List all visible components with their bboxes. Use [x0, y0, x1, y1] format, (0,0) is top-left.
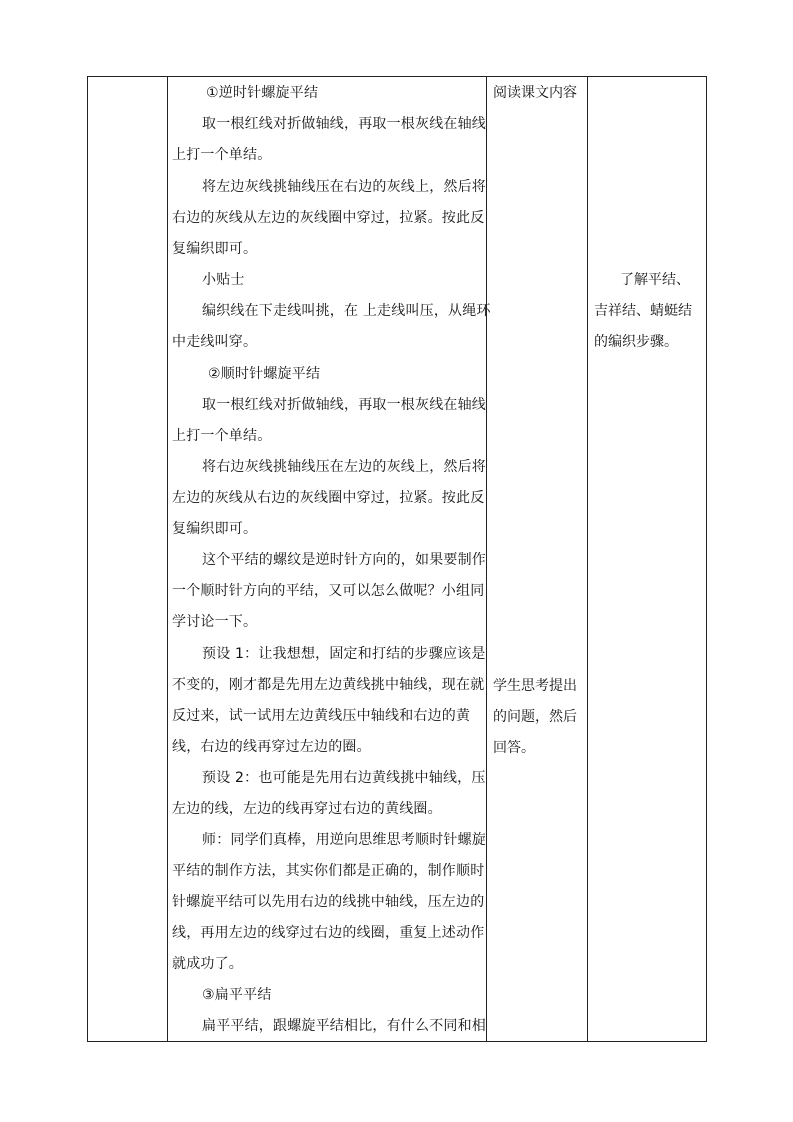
content-line: 右边的灰线从左边的灰线圈中穿过，拉紧。按此反 [172, 210, 485, 226]
teaching-content-column [168, 77, 491, 1041]
design-intent-line: 了解平结、 [620, 272, 690, 288]
content-line: 不变的，刚才都是先用左边黄线挑中轴线，现在就 [172, 677, 485, 693]
content-line: 上打一个单结。 [172, 428, 272, 444]
student-activity-column [487, 77, 587, 1041]
content-line: 一个顺时针方向的平结，又可以怎么做呢？小组同 [172, 583, 485, 599]
student-activity-line: 回答。 [493, 740, 535, 756]
content-line: 复编织即可。 [172, 241, 258, 257]
content-line: 预设 1：让我想想，固定和打结的步骤应该是 [202, 646, 486, 662]
content-line: 这个平结的螺纹是逆时针方向的，如果要制作 [202, 552, 486, 568]
design-intent-line: 的编织步骤。 [594, 334, 678, 350]
content-line: 编织线在下走线叫挑，在 上走线叫压，从绳环 [202, 303, 491, 319]
content-line: ③扁平平结 [202, 987, 272, 1003]
content-line: 师：同学们真棒，用逆向思维思考顺时针螺旋 [202, 832, 486, 848]
content-line: 复编织即可。 [172, 521, 258, 537]
content-line: 取一根红线对折做轴线，再取一根灰线在轴线 [202, 116, 486, 132]
content-line: 学讨论一下。 [172, 614, 258, 630]
content-line: 左边的灰线从右边的灰线圈中穿过，拉紧。按此反 [172, 490, 485, 506]
content-line: 就成功了。 [172, 956, 243, 972]
content-line: 预设 2：也可能是先用右边黄线挑中轴线，压 [202, 770, 486, 786]
content-line: 反过来，试一试用左边黄线压中轴线和右边的黄 [172, 708, 471, 724]
content-line: 上打一个单结。 [172, 147, 272, 163]
content-line: ①逆时针螺旋平结 [206, 85, 319, 101]
student-activity-line: 的问题，然后 [493, 709, 577, 725]
content-line: 左边的线，左边的线再穿过右边的黄线圈。 [172, 801, 442, 817]
content-line: 小贴士 [202, 272, 245, 288]
content-line: 线，右边的线再穿过左边的圈。 [172, 739, 371, 755]
content-line: 取一根红线对折做轴线，再取一根灰线在轴线 [202, 397, 486, 413]
content-line: 平结的制作方法，其实你们都是正确的，制作顺时 [172, 863, 485, 879]
student-activity-line: 学生思考提出 [493, 678, 577, 694]
content-line: 针螺旋平结可以先用右边的线挑中轴线，压左边的 [172, 894, 485, 910]
column-1-empty [88, 77, 167, 1041]
content-line: 将右边灰线挑轴线压在左边的灰线上，然后将 [202, 459, 486, 475]
content-line: ②顺时针螺旋平结 [208, 366, 321, 382]
lesson-table [87, 76, 707, 1042]
content-line: 中走线叫穿。 [172, 334, 258, 350]
design-intent-column [588, 77, 706, 1041]
content-line: 线，再用左边的线穿过右边的线圈，重复上述动作 [172, 925, 485, 941]
design-intent-line: 吉祥结、蜻蜓结 [594, 303, 692, 319]
student-activity-read: 阅读课文内容 [493, 85, 577, 101]
content-line: 将左边灰线挑轴线压在右边的灰线上，然后将 [202, 179, 486, 195]
content-line: 扁平平结，跟螺旋平结相比，有什么不同和相 [202, 1018, 486, 1034]
